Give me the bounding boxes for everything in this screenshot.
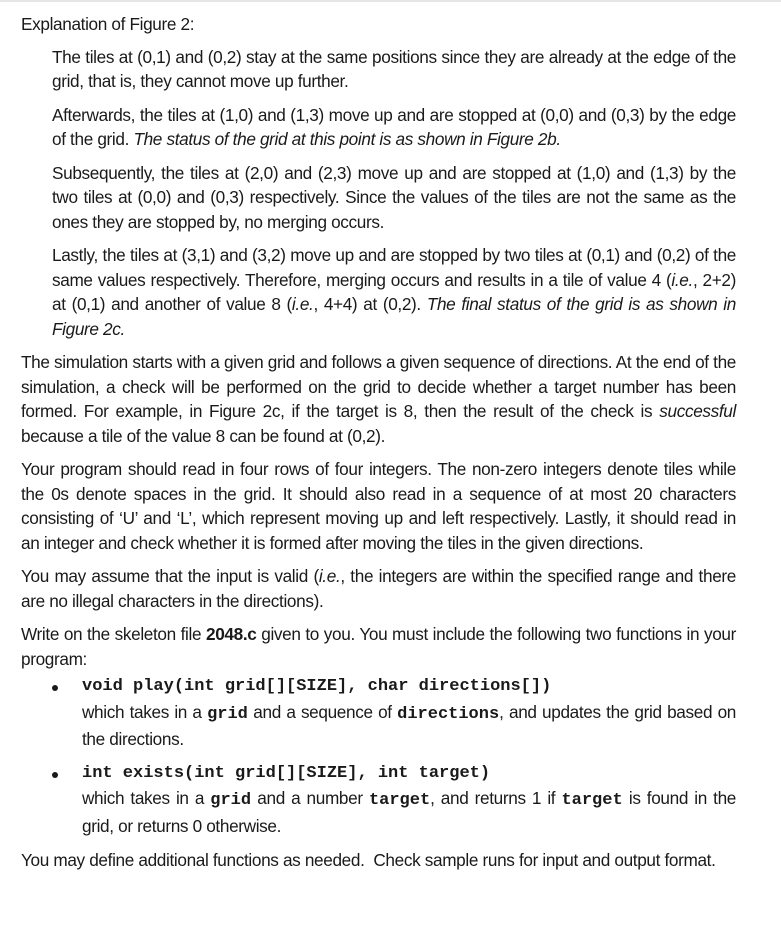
explanation-paragraph-4: Lastly, the tiles at (3,1) and (3,2) move up and are stopped by two tiles at (0,1) and (0,2) of the same values respectively. Therefore, merging occurs and results in a tile of value 4 (i.e., 2+2) at (0,1) and another of value 8 (i.e., 4+4) at (0,2). The final status of the grid is as shown in Figure 2c. — [52, 245, 736, 339]
figure-2c-reference: The final status of the grid is as shown in Figure 2c. — [52, 294, 736, 339]
simulation-paragraph: The simulation starts with a given grid and follows a given sequence of directions. At the end of the simulation, a check will be performed on the grid to decide whether a target number has been formed. For example, in Figure 2c, if the target is 8, then the result of the check is successful because a tile of the value 8 can be found at (0,2). — [21, 352, 736, 446]
section-heading: Explanation of Figure 2: — [21, 14, 195, 34]
explanation-paragraph-3: Subsequently, the tiles at (2,0) and (2,3) move up and are stopped at (1,0) and (1,3) by the two tiles at (0,0) and (0,3) respectively. Since the values of the tiles are not the same as the ones they are stopped by, no merging occurs. — [52, 162, 736, 232]
explanation-paragraph-2: Afterwards, the tiles at (1,0) and (1,3) move up and are stopped at (0,0) and (0,3) by the edge of the grid. The status of the grid at this point is as shown in Figure 2b. — [52, 104, 736, 149]
function-list — [21, 675, 736, 838]
closing-paragraph: You may define additional functions as needed. Check sample runs for input and output format. — [21, 850, 716, 870]
function-description-exists: which takes in a grid and a number target, and returns 1 if target is found in the grid, or returns 0 otherwise. — [82, 788, 736, 836]
figure-2b-reference: The status of the grid at this point is as shown in Figure 2b. — [133, 129, 561, 149]
input-spec-paragraph: Your program should read in four rows of four integers. The non-zero integers denote tiles while the 0s denote spaces in the grid. It should also read in a sequence of at most 20 characters consisting of ‘U’ and ‘L’, which represent moving up and left respectively. Lastly, it should read in an integer and check whether it is formed after moving the tiles in the given directions. — [21, 459, 736, 553]
bullet-icon — [52, 772, 58, 778]
function-item-exists — [21, 762, 736, 839]
document-page — [21, 12, 736, 882]
function-description-play: which takes in a grid and a sequence of directions, and updates the grid based on the directions. — [82, 701, 736, 749]
skeleton-filename: 2048.c — [205, 624, 257, 644]
function-item-play — [21, 675, 736, 752]
function-signature-exists: int exists(int grid[][SIZE], int target) — [82, 763, 491, 783]
bullet-icon — [52, 685, 58, 691]
explanation-paragraph-1: The tiles at (0,1) and (0,2) stay at the same positions since they are already at the edge of the grid, that is, they cannot move up further. — [52, 46, 736, 91]
function-signature-play: void play(int grid[][SIZE], char directions[]) — [82, 677, 552, 696]
assumption-paragraph: You may assume that the input is valid (i.e., the integers are within the specified range and there are no illegal characters in the directions). — [21, 566, 736, 611]
skeleton-paragraph: Write on the skeleton file 2048.c given to you. You must include the following two functions in your program: — [21, 624, 736, 669]
